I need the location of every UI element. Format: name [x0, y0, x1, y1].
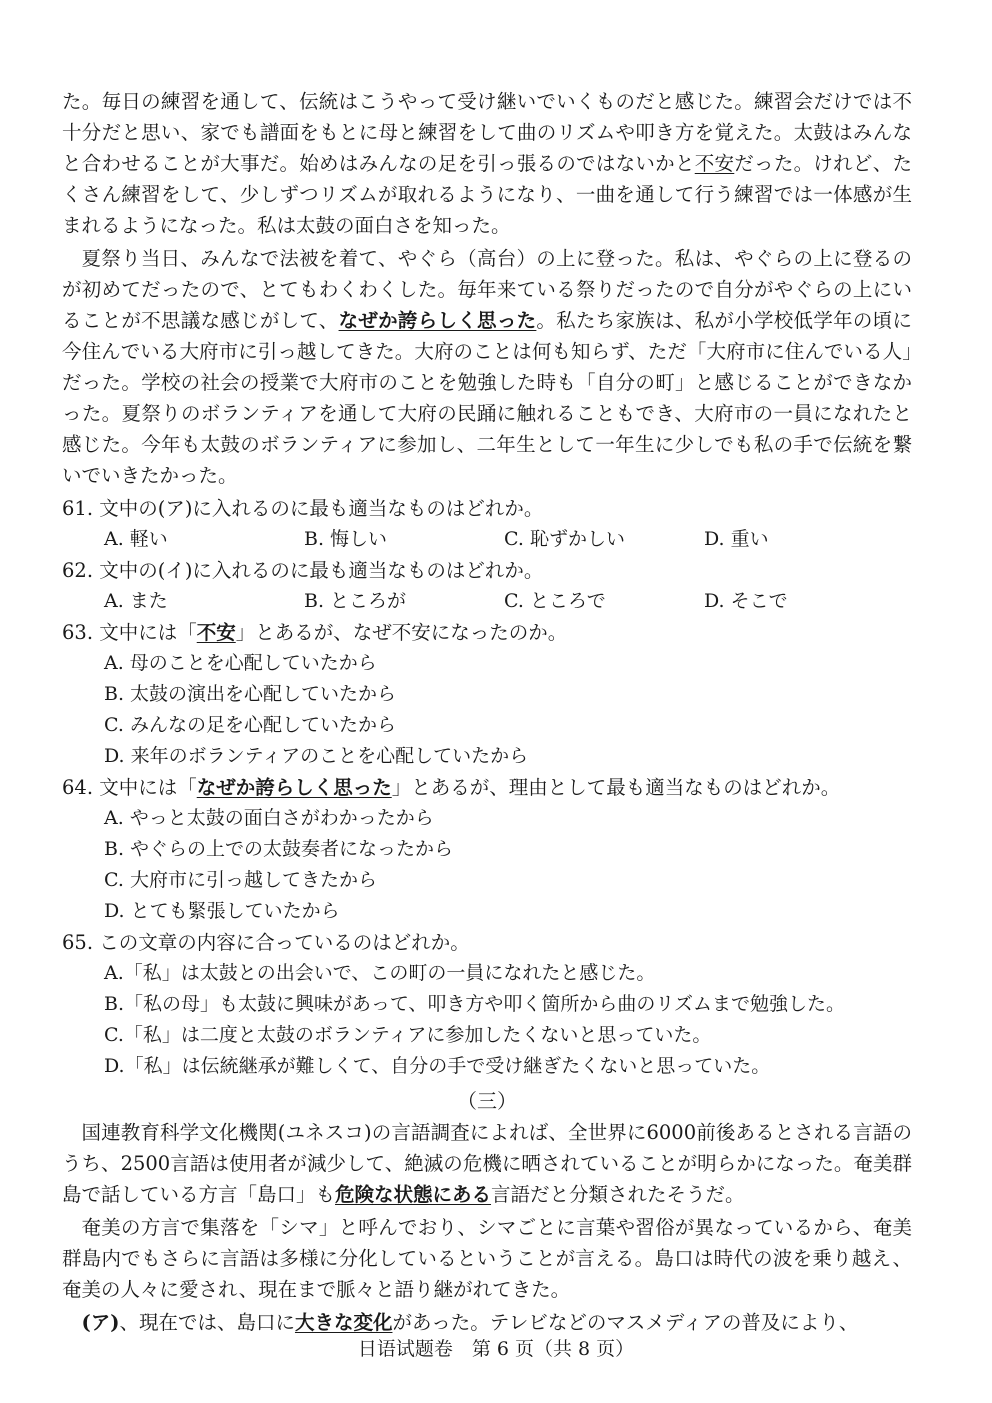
- question-stem: 62. 文中の(イ)に入れるのに最も適当なものはどれか。: [62, 559, 544, 582]
- passage-text: 国連教育科学文化機関(ユネスコ)の言語調査によれば、全世界に6000前後あるとされる言語のうち、2500言語は使用者が減少して、絶滅の危機に晒されていることが明らかになった。奄美群島で話している方言「島口」も: [62, 1121, 912, 1206]
- section3-paragraph-2: 奄美の方言で集落を「シマ」と呼んでおり、シマごとに言葉や習俗が異なっているから、奄美群島内でもさらに言語は多様に分化しているということが言える。島口は時代の波を乗り越え、奄美の人々に愛され、現在まで脈々と語り継がれてきた。: [62, 1216, 912, 1301]
- option-b[interactable]: B. やぐらの上での太鼓奏者になったから: [104, 838, 454, 860]
- section-heading: （三）: [457, 1089, 517, 1113]
- passage-text: 言語だと分類されたそうだ。: [491, 1183, 745, 1206]
- underlined-quote: 不安: [196, 621, 236, 644]
- underlined-proud: なぜか誇らしく思った: [338, 309, 537, 332]
- stem-text: 63. 文中には「: [62, 621, 197, 644]
- option-d[interactable]: D. そこで: [704, 590, 788, 612]
- question-stem: 61. 文中の(ア)に入れるのに最も適当なものはどれか。: [62, 497, 544, 520]
- option-d[interactable]: D. 重い: [704, 528, 769, 550]
- question-62: [62, 555, 912, 617]
- passage-text: 夏祭り当日、みんなで法被を着て、やぐら（高台）の上に登った。私は、やぐらの上に登るのが初めてだったので、とてもわくわくした。毎年来ている祭りだったので自分がやぐらの上にいることが不思議な感じがして、: [62, 247, 912, 332]
- option-b[interactable]: B.「私の母」も太鼓に興味があって、叩き方や叩く箇所から曲のリズムまで勉強した。: [104, 993, 846, 1015]
- passage-text: た。毎日の練習を通して、伝統はこうやって受け継いでいくものだと感じた。練習会だけでは不十分だと思い、家でも譜面をもとに母と練習をして曲のリズムや叩き方を覚えた。太鼓はみんなと合わせることが大事だ。始めはみんなの足を引っ張るのではないかと: [62, 90, 912, 175]
- option-b[interactable]: B. 悔しい: [304, 528, 388, 550]
- option-c[interactable]: C. 大府市に引っ越してきたから: [104, 869, 377, 891]
- question-65: [62, 927, 912, 1082]
- stem-text: 64. 文中には「: [62, 776, 197, 799]
- underlined-quote: なぜか誇らしく思った: [196, 776, 392, 799]
- question-stem: [62, 772, 912, 803]
- passage-text: 、現在では、島口に: [119, 1311, 295, 1334]
- passage-text: があった。テレビなどのマスメディアの普及により、: [392, 1311, 859, 1334]
- options-row: [62, 524, 912, 555]
- passage-text: だった。けれど、たくさん練習をして、少しずつリズムが取れるようになり、一曲を通して行う練習では一体感が生まれるようになった。私は太鼓の面白さを知った。: [62, 152, 912, 237]
- underlined-change: 大きな変化: [294, 1311, 393, 1334]
- option-b[interactable]: B. 太鼓の演出を心配していたから: [104, 683, 397, 705]
- underlined-dangerous: 危険な状態にある: [335, 1183, 492, 1206]
- passage-text: 。私たち家族は、私が小学校低学年の頃に今住んでいる大府市に引っ越してきた。大府のことは何も知らず、ただ「大府市に住んでいる人」だった。学校の社会の授業で大府市のことを勉強した時も「自分の町」と感じることができなかった。夏祭りのボランティアを通して大府の民踊に触れることもでき、大府市の一員になれたと感じた。今年も太鼓のボランティアに参加し、二年生として一年生に少しでも私の手で伝統を繋いでいきたかった。: [62, 309, 912, 487]
- option-d[interactable]: D. 来年のボランティアのことを心配していたから: [104, 745, 529, 767]
- question-stem: [62, 617, 912, 648]
- stem-text: 」とあるが、理由として最も適当なものはどれか。: [391, 776, 841, 799]
- question-stem: 65. この文章の内容に合っているのはどれか。: [62, 931, 470, 954]
- passage-paragraph-2: [62, 243, 912, 491]
- options-row: [62, 586, 912, 617]
- section3-paragraph-1: [62, 1117, 912, 1210]
- option-a[interactable]: A. 母のことを心配していたから: [104, 652, 377, 674]
- option-c[interactable]: C.「私」は二度と太鼓のボランティアに参加したくないと思っていた。: [104, 1024, 712, 1046]
- option-a[interactable]: A. 軽い: [104, 528, 168, 550]
- question-64: [62, 772, 912, 927]
- option-a[interactable]: A. やっと太鼓の面白さがわかったから: [104, 807, 434, 829]
- question-61: [62, 493, 912, 555]
- underlined-anxiety: 不安: [694, 152, 735, 175]
- passage-paragraph-1: [62, 86, 912, 241]
- option-b[interactable]: B. ところが: [304, 590, 407, 612]
- question-63: [62, 617, 912, 772]
- option-a[interactable]: A. また: [104, 590, 168, 612]
- page-footer: 日语试题卷 第 6 页（共 8 页）: [357, 1338, 635, 1360]
- option-c[interactable]: C. 恥ずかしい: [504, 528, 625, 550]
- option-c[interactable]: C. ところで: [504, 590, 606, 612]
- option-d[interactable]: D.「私」は伝統継承が難しくて、自分の手で受け継ぎたくないと思っていた。: [104, 1055, 771, 1077]
- blank-marker: (ア): [81, 1311, 120, 1334]
- option-d[interactable]: D. とても緊張していたから: [104, 900, 340, 922]
- stem-text: 」とあるが、なぜ不安になったのか。: [235, 621, 568, 644]
- option-c[interactable]: C. みんなの足を心配していたから: [104, 714, 396, 736]
- option-a[interactable]: A.「私」は太鼓との出会いで、この町の一員になれたと感じた。: [104, 962, 656, 984]
